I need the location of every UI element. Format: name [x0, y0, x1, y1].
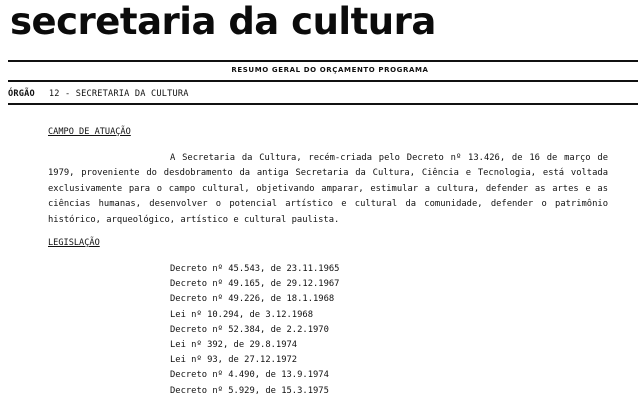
- legislacao-item: Decreto nº 5.929, de 15.3.1975: [170, 385, 329, 396]
- legislacao-item: Lei nº 392, de 29.8.1974: [170, 340, 298, 351]
- legislacao-item: Decreto nº 45.543, de 23.11.1965: [170, 264, 340, 274]
- campo-heading: CAMPO DE ATUAÇÃO: [48, 127, 131, 137]
- campo-text: A Secretaria da Cultura, recém-criada pelo Decreto nº 13.426, de 16 de março de 1979, proveniente do desdobramento da antiga Secretaria da Cultura, Ciência e Tecnologia, está voltada exclusivamente para o campo cultural, objetivando amparar, estimular a cultura, defender as artes e as ciências humanas, desenvolver o potencial artístico e cultural da comunidade, defender o patrimônio histórico, arqueológico, artístico e cultural paulista.: [48, 153, 608, 225]
- document-subtitle: RESUMO GERAL DO ORÇAMENTO PROGRAMA: [231, 66, 429, 74]
- legislacao-item: Decreto nº 49.226, de 18.1.1968: [170, 294, 335, 305]
- orgao-value: 12 - SECRETARIA DA CULTURA: [48, 89, 189, 99]
- legislacao-item: Decreto nº 4.490, de 13.9.1974: [170, 370, 329, 381]
- orgao-label: ÓRGÃO: [8, 89, 35, 99]
- legislacao-item: Lei nº 10.294, de 3.12.1968: [170, 309, 313, 320]
- legislacao-heading: LEGISLAÇÃO: [48, 238, 100, 248]
- top-rule: [8, 60, 638, 62]
- legislacao-item: Decreto nº 52.384, de 2.2.1970: [170, 324, 329, 335]
- legislacao-list: [170, 262, 339, 399]
- upper-rule: [8, 80, 638, 82]
- lower-rule: [8, 103, 638, 105]
- orgao-line: [8, 89, 189, 99]
- page-title: secretaria da cultura: [10, 0, 436, 43]
- legislacao-item: Decreto nº 49.165, de 29.12.1967: [170, 279, 340, 290]
- legislacao-item: Lei nº 93, de 27.12.1972: [170, 355, 298, 366]
